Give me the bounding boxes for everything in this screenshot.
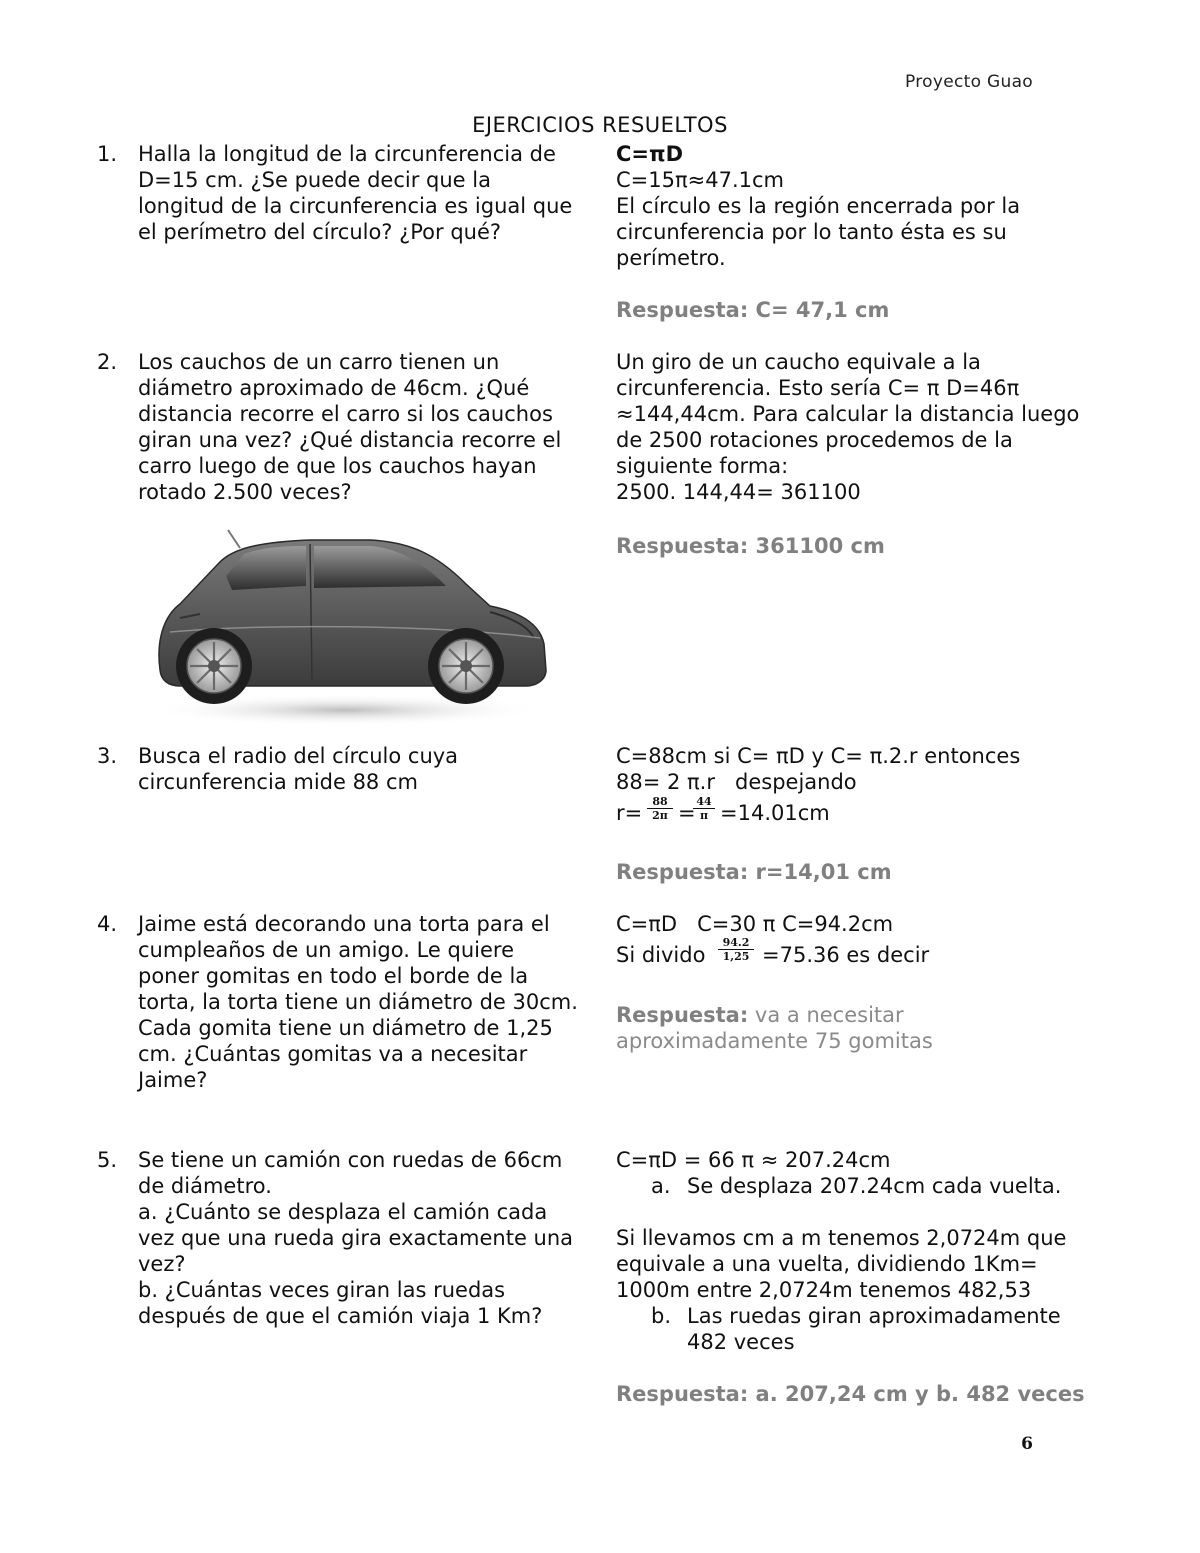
question-line: longitud de la circunferencia es igual que [138, 194, 573, 218]
page-number: 6 [1021, 1434, 1033, 1454]
fraction-result: =14.01cm [720, 801, 830, 825]
question-line: a. ¿Cuánto se desplaza el camión cada [138, 1200, 548, 1224]
solution-line: C=15π≈47.1cm [616, 168, 784, 192]
answer-label: Respuesta: [616, 860, 749, 884]
exercise-number: 1. [97, 142, 118, 166]
answer-value: va a necesitar [748, 1003, 904, 1027]
solution-line: C=πD [616, 142, 684, 166]
question-line: distancia recorre el carro si los cauchos [138, 402, 553, 426]
solution-line: Si llevamos cm a m tenemos 2,0724m que [616, 1226, 1067, 1250]
question-line: circunferencia mide 88 cm [138, 770, 418, 794]
item-b-text: Las ruedas giran aproximadamente [687, 1304, 1061, 1328]
question-line: después de que el camión viaja 1 Km? [138, 1304, 543, 1328]
answer-continuation: aproximadamente 75 gomitas [616, 1029, 933, 1053]
answer-label: Respuesta: [616, 298, 749, 322]
answer-value: 361100 cm [748, 534, 885, 558]
question-line: Los cauchos de un carro tienen un [138, 350, 500, 374]
fraction-numerator: 88 [652, 795, 668, 808]
solution-line: 1000m entre 2,0724m tenemos 482,53 [616, 1278, 1032, 1302]
fraction-equals: = [678, 801, 696, 825]
solution-line: El círculo es la región encerrada por la [616, 194, 1021, 218]
exercise-number: 2. [97, 350, 118, 374]
question-line: Se tiene un camión con ruedas de 66cm [138, 1148, 563, 1172]
answer-value: r=14,01 cm [748, 860, 892, 884]
answer [616, 533, 885, 559]
question-line: el perímetro del círculo? ¿Por qué? [138, 220, 502, 244]
solution-line: perímetro. [616, 246, 726, 270]
answer-label: Respuesta: [616, 1382, 749, 1406]
question-line: Busca el radio del círculo cuya [138, 744, 459, 768]
item-a-label: a. [651, 1174, 671, 1198]
fraction-numerator: 44 [696, 795, 712, 808]
answer-label: Respuesta: [616, 1003, 749, 1027]
solution-line: de 2500 rotaciones procedemos de la [616, 428, 1013, 452]
division-prefix: Si divido [616, 943, 706, 967]
solution-line: circunferencia. Esto sería C= π D=46π [616, 376, 1020, 400]
question-line: de diámetro. [138, 1174, 272, 1198]
question-line: rotado 2.500 veces? [138, 480, 352, 504]
question-line: Jaime está decorando una torta para el [138, 912, 550, 936]
fraction-44-over-pi [693, 795, 715, 822]
solution-line: 88= 2 π.r despejando [616, 770, 857, 794]
fraction-prefix: r= [616, 801, 643, 825]
solution-line: circunferencia por lo tanto ésta es su [616, 220, 1007, 244]
question-line: torta, la torta tiene un diámetro de 30cm. [138, 990, 578, 1014]
fraction-denominator: 1,25 [718, 949, 754, 963]
solution-line: C=πD C=30 π C=94.2cm [616, 912, 894, 936]
question-line: cumpleaños de un amigo. Le quiere [138, 938, 514, 962]
item-b-text: 482 veces [687, 1330, 795, 1354]
answer-label: Respuesta: [616, 534, 749, 558]
question-line: giran una vez? ¿Qué distancia recorre el [138, 428, 562, 452]
question-line: carro luego de que los cauchos hayan [138, 454, 537, 478]
solution-line: siguiente forma: [616, 454, 789, 478]
fraction-94-over-125 [718, 936, 754, 963]
answer-value: C= 47,1 cm [748, 298, 890, 322]
question-line: cm. ¿Cuántas gomitas va a necesitar [138, 1042, 528, 1066]
question-line: diámetro aproximado de 46cm. ¿Qué [138, 376, 530, 400]
exercise-number: 4. [97, 912, 118, 936]
question-line: poner gomitas en todo el borde de la [138, 964, 529, 988]
page-title: EJERCICIOS RESUELTOS [472, 113, 728, 137]
solution-line: C=πD = 66 π ≈ 207.24cm [616, 1148, 891, 1172]
question-line: vez que una rueda gira exactamente una [138, 1226, 574, 1250]
solution-line: ≈144,44cm. Para calcular la distancia luego [616, 402, 1080, 426]
item-b-label: b. [651, 1304, 672, 1328]
answer [616, 1002, 904, 1028]
item-a-text: Se desplaza 207.24cm cada vuelta. [687, 1174, 1062, 1198]
fraction-denominator: π [693, 808, 715, 822]
question-line: Halla la longitud de la circunferencia de [138, 142, 556, 166]
exercise-number: 3. [97, 744, 118, 768]
car-illustration-icon [140, 520, 560, 735]
solution-line: 2500. 144,44= 361100 [616, 480, 861, 504]
fraction-numerator: 94.2 [722, 936, 750, 949]
exercise-number: 5. [97, 1148, 118, 1172]
answer [616, 1381, 1085, 1407]
solution-line: equivale a una vuelta, dividiendo 1Km= [616, 1252, 1038, 1276]
solution-line: Un giro de un caucho equivale a la [616, 350, 981, 374]
division-result: =75.36 es decir [762, 943, 930, 967]
question-line: Cada gomita tiene un diámetro de 1,25 [138, 1016, 553, 1040]
question-line: D=15 cm. ¿Se puede decir que la [138, 168, 491, 192]
fraction-denominator: 2π [647, 808, 673, 822]
question-line: Jaime? [138, 1068, 208, 1092]
answer [616, 859, 892, 885]
answer-value: a. 207,24 cm y b. 482 veces [748, 1382, 1085, 1406]
question-line: b. ¿Cuántas veces giran las ruedas [138, 1278, 506, 1302]
question-line: vez? [138, 1252, 186, 1276]
solution-line: C=88cm si C= πD y C= π.2.r entonces [616, 744, 1021, 768]
answer [616, 297, 889, 323]
fraction-88-over-2pi [647, 795, 673, 822]
page-header: Proyecto Guao [905, 72, 1033, 92]
